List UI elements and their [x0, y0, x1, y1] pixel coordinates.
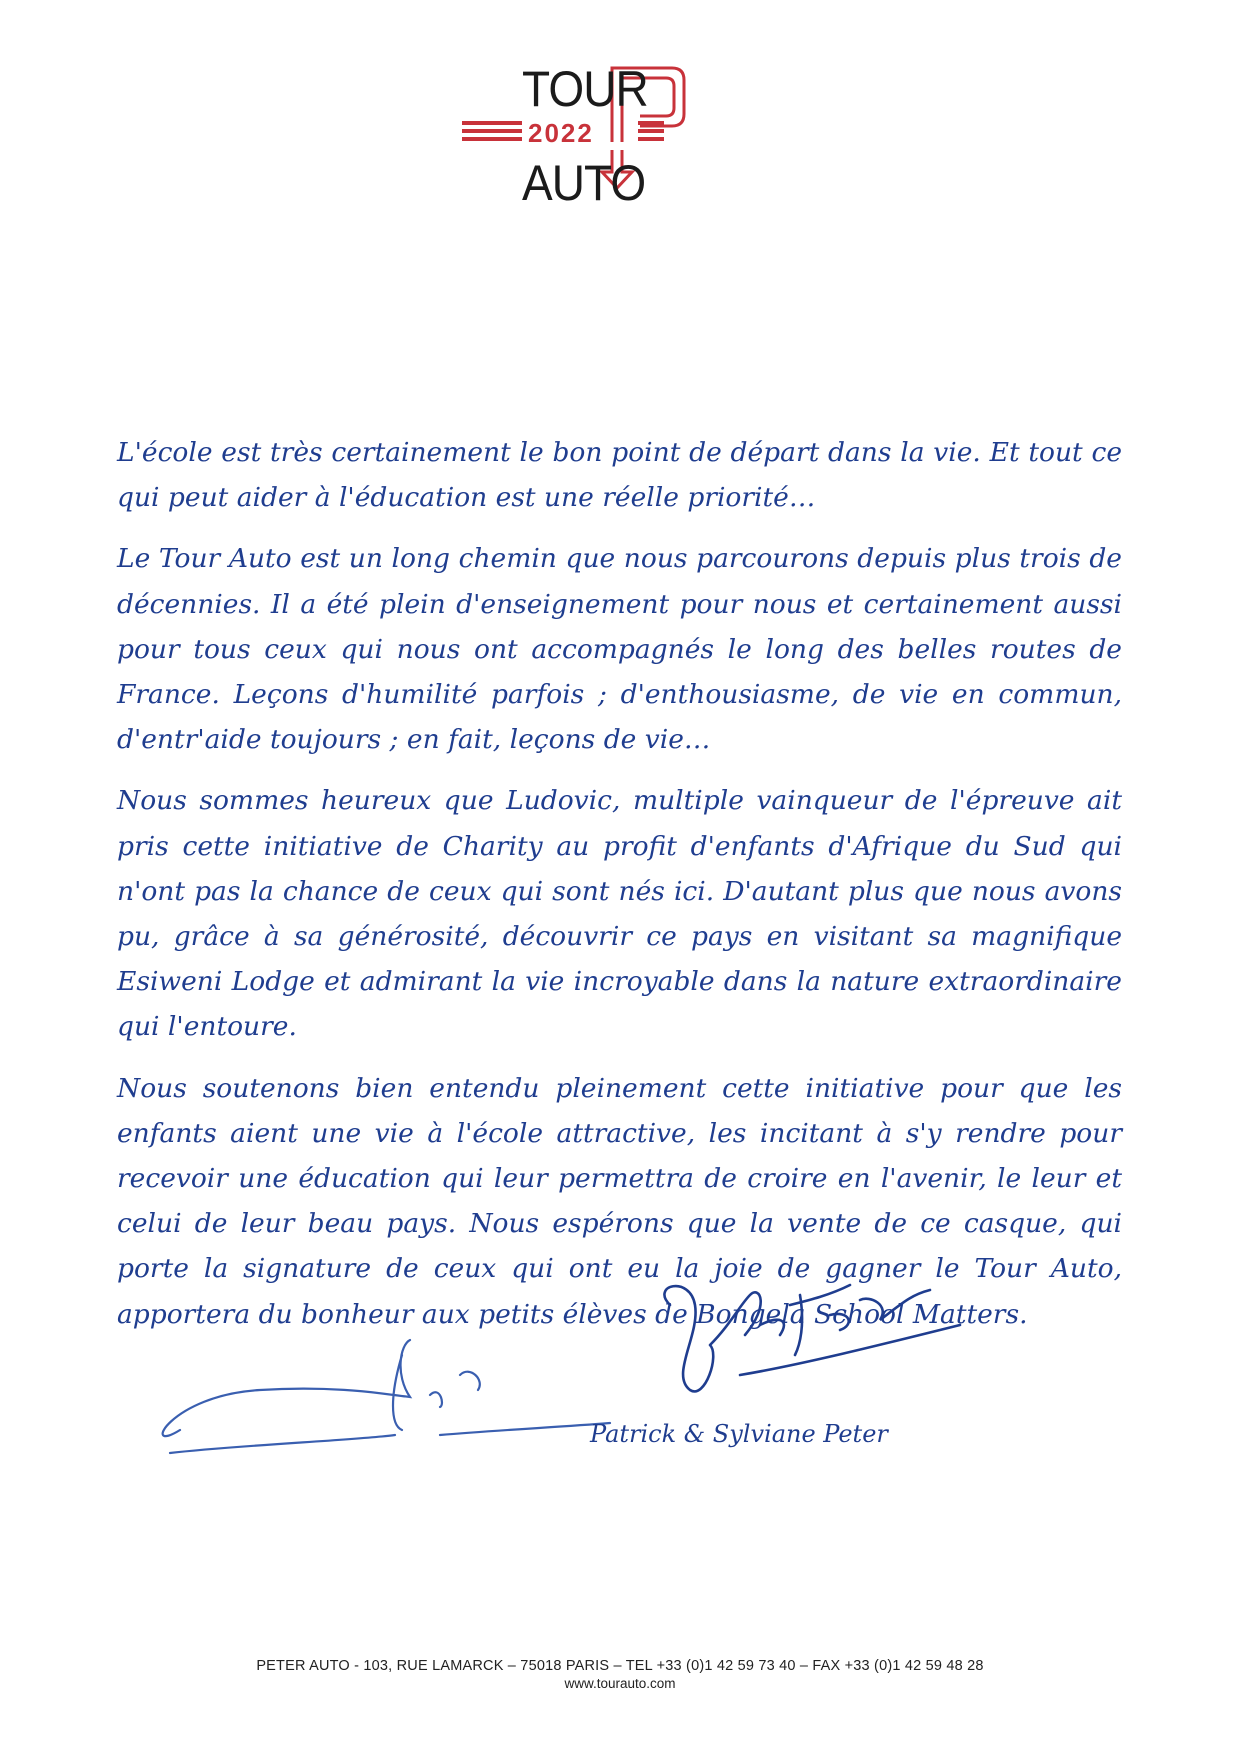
signature-right-icon	[650, 1265, 970, 1405]
logo-tour-text: TOUR	[522, 61, 648, 117]
footer	[0, 1658, 1240, 1691]
letter-paragraph: L'école est très certainement le bon point de départ dans la vie. Et tout ce qui peut aider à l'éducation est une réelle priorité…	[117, 437, 1122, 514]
tour-auto-logo	[462, 62, 762, 210]
letter-paragraph: Le Tour Auto est un long chemin que nous parcourons depuis plus trois de décennies. Il a été plein d'enseignement pour nous et certainement aussi pour tous ceux qui nous ont accompagnés le long des belles routes de France. Leçons d'humilité parfois ; d'enthousiasme, de vie en commun, d'entr'aide toujours ; en fait, leçons de vie…	[117, 543, 1122, 756]
letter-paragraph: Nous sommes heureux que Ludovic, multiple vainqueur de l'épreuve ait pris cette initiative de Charity au profit d'enfants d'Afrique du Sud qui n'ont pas la chance de ceux qui sont nés ici. D'autant plus que nous avons pu, grâce à sa générosité, découvrir ce pays en visitant sa magnifique Esiweni Lodge et admirant la vie incroyable dans la nature extraordinaire qui l'entoure.	[117, 785, 1122, 1043]
footer-website: www.tourauto.com	[564, 1676, 676, 1691]
letter-body	[117, 430, 1122, 1353]
signature-left-icon	[140, 1335, 620, 1465]
footer-address: PETER AUTO - 103, RUE LAMARCK – 75018 PARIS – TEL +33 (0)1 42 59 73 40 – FAX +33 (0)1 42 59 48 28	[256, 1658, 984, 1674]
signatory-names: Patrick & Sylviane Peter	[590, 1420, 888, 1448]
logo-year-text: 2022	[528, 118, 594, 148]
logo-auto-text: AUTO	[522, 155, 646, 211]
letter-paragraph: Nous soutenons bien entendu pleinement cette initiative pour que les enfants aient une vie à l'école attractive, les incitant à s'y rendre pour recevoir une éducation qui leur permettra de croire en l'avenir, le leur et celui de leur beau pays. Nous espérons que la vente de ce casque, qui porte la signature de ceux qui ont eu la joie de gagner le Tour Auto, apportera du bonheur aux petits élèves de Bongela School Matters.	[117, 1072, 1122, 1330]
